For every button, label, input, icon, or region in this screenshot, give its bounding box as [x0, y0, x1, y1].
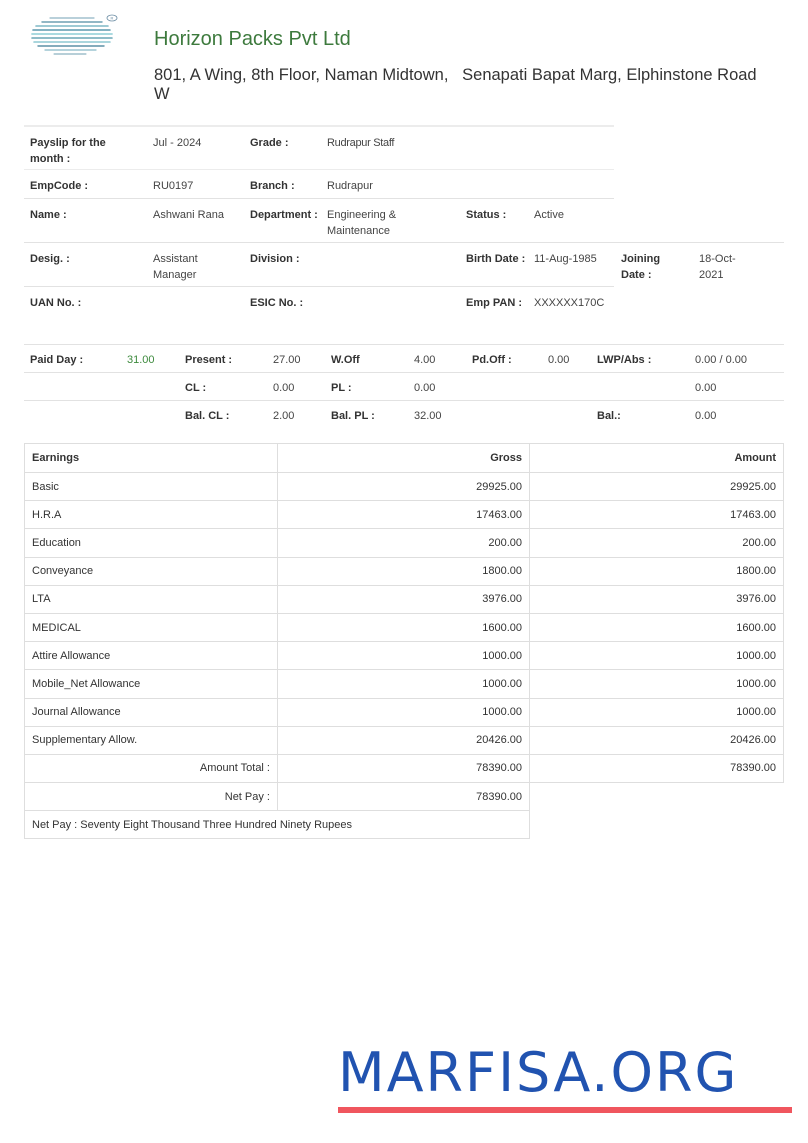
status-value: Active: [534, 209, 564, 221]
earnings-row: [25, 585, 784, 613]
earning-gross: 200.00: [278, 529, 530, 557]
earnings-row: [25, 726, 784, 754]
earning-gross: 1800.00: [278, 557, 530, 585]
grade-value: Rudrapur Staff: [327, 137, 395, 149]
esic-label: ESIC No. :: [250, 297, 304, 309]
department-value: Engineering & Maintenance: [327, 209, 397, 237]
info-row-uan: [24, 286, 614, 330]
net-pay-words-row: [25, 811, 784, 839]
earning-name: LTA: [25, 585, 278, 613]
desig-label: Desig. :: [30, 253, 70, 265]
company-name: Horizon Packs Pvt Ltd: [154, 28, 351, 50]
earning-gross: 3976.00: [278, 585, 530, 613]
watermark-underline: [338, 1107, 792, 1113]
amount-header: Amount: [530, 444, 784, 473]
earning-amount: 1000.00: [530, 698, 784, 726]
earning-gross: 29925.00: [278, 473, 530, 501]
amount-total-amount: 78390.00: [530, 754, 784, 782]
woff-label: W.Off: [331, 354, 360, 366]
pan-label: Emp PAN :: [466, 297, 523, 309]
earning-name: Basic: [25, 473, 278, 501]
earning-gross: 1600.00: [278, 613, 530, 641]
name-value: Ashwani Rana: [153, 209, 224, 221]
earning-name: MEDICAL: [25, 613, 278, 641]
name-label: Name :: [30, 209, 67, 221]
info-row-name: [24, 198, 614, 242]
bal-value: 0.00: [695, 410, 717, 422]
net-pay-label: Net Pay :: [25, 783, 278, 811]
payslip-month-label: Payslip for the month :: [30, 137, 106, 165]
earnings-row: [25, 670, 784, 698]
info-row-empcode: [24, 169, 614, 198]
info-row-payslip: [24, 125, 614, 169]
earnings-row: [25, 529, 784, 557]
earnings-row: [25, 698, 784, 726]
desig-value: Assistant Manager: [153, 253, 198, 281]
earning-name: Supplementary Allow.: [25, 726, 278, 754]
net-pay-words: Net Pay : Seventy Eight Thousand Three Hundred Ninety Rupees: [25, 811, 530, 839]
birth-date-label: Birth Date :: [466, 253, 526, 265]
birth-date-value: 11-Aug-1985: [534, 253, 597, 265]
earning-gross: 17463.00: [278, 501, 530, 529]
lwp-label: LWP/Abs :: [597, 354, 652, 366]
earnings-header: Earnings: [25, 444, 278, 473]
employee-info-section: [24, 125, 784, 330]
earnings-row: [25, 557, 784, 585]
earning-name: H.R.A: [25, 501, 278, 529]
earning-amount: 1600.00: [530, 613, 784, 641]
joining-date-label: Joining Date :: [621, 253, 661, 281]
earning-amount: 1000.00: [530, 642, 784, 670]
present-value: 27.00: [273, 354, 301, 366]
woff-value: 4.00: [414, 354, 436, 366]
attendance-row-2: [24, 372, 784, 400]
earning-gross: 1000.00: [278, 670, 530, 698]
earning-gross: 1000.00: [278, 642, 530, 670]
earning-amount: 20426.00: [530, 726, 784, 754]
earning-amount: 29925.00: [530, 473, 784, 501]
earning-amount: 1800.00: [530, 557, 784, 585]
bal-cl-label: Bal. CL :: [185, 410, 230, 422]
cl-label: CL :: [185, 382, 207, 394]
earnings-section: [24, 443, 784, 839]
earnings-row: [25, 642, 784, 670]
earning-amount: 1000.00: [530, 670, 784, 698]
earnings-header-row: [25, 444, 784, 473]
company-logo-icon: [30, 14, 120, 56]
earnings-row: [25, 613, 784, 641]
svg-text:R: R: [110, 15, 114, 21]
amount-total-label: Amount Total :: [25, 754, 278, 782]
earnings-row: [25, 501, 784, 529]
attendance-section: [24, 344, 784, 428]
earning-amount: 17463.00: [530, 501, 784, 529]
attendance-row-1: [24, 344, 784, 372]
grade-label: Grade :: [250, 137, 289, 149]
earning-name: Attire Allowance: [25, 642, 278, 670]
empty-cell: [530, 811, 784, 839]
department-label: Department :: [250, 209, 318, 221]
branch-label: Branch :: [250, 180, 295, 192]
company-address: 801, A Wing, 8th Floor, Naman Midtown, Senapati Bapat Marg, Elphinstone Road W: [154, 66, 762, 103]
earnings-row: [25, 473, 784, 501]
watermark: [338, 1043, 794, 1113]
empcode-label: EmpCode :: [30, 180, 89, 192]
net-pay-row: [25, 783, 784, 811]
bal-label: Bal.:: [597, 410, 621, 422]
pdoff-label: Pd.Off :: [472, 354, 512, 366]
status-label: Status :: [466, 209, 507, 221]
bal-pl-label: Bal. PL :: [331, 410, 375, 422]
bal-pl-value: 32.00: [414, 410, 442, 422]
earning-gross: 1000.00: [278, 698, 530, 726]
pan-value: XXXXXX170C: [534, 297, 605, 309]
amount-total-gross: 78390.00: [278, 754, 530, 782]
earning-name: Mobile_Net Allowance: [25, 670, 278, 698]
pdoff-value: 0.00: [548, 354, 570, 366]
row2-extra-value: 0.00: [695, 382, 717, 394]
watermark-text: MARFISA.ORG: [338, 1041, 739, 1104]
earning-name: Education: [25, 529, 278, 557]
paid-day-value: 31.00: [127, 354, 155, 366]
branch-value: Rudrapur: [327, 180, 373, 192]
earning-amount: 200.00: [530, 529, 784, 557]
earning-name: Journal Allowance: [25, 698, 278, 726]
paid-day-label: Paid Day :: [30, 354, 84, 366]
joining-date-value: 18-Oct-2021: [699, 253, 736, 281]
bal-cl-value: 2.00: [273, 410, 295, 422]
empcode-value: RU0197: [153, 180, 194, 192]
info-row-desig: [24, 242, 784, 286]
earning-gross: 20426.00: [278, 726, 530, 754]
pl-label: PL :: [331, 382, 352, 394]
net-pay-value: 78390.00: [278, 783, 530, 811]
earning-amount: 3976.00: [530, 585, 784, 613]
empty-cell: [530, 783, 784, 811]
uan-label: UAN No. :: [30, 297, 82, 309]
division-label: Division :: [250, 253, 300, 265]
payslip-month-value: Jul - 2024: [153, 137, 202, 149]
earnings-table: [24, 443, 784, 839]
earning-name: Conveyance: [25, 557, 278, 585]
present-label: Present :: [185, 354, 233, 366]
gross-header: Gross: [278, 444, 530, 473]
amount-total-row: [25, 754, 784, 782]
cl-value: 0.00: [273, 382, 295, 394]
attendance-row-3: [24, 400, 784, 428]
lwp-value: 0.00 / 0.00: [695, 354, 747, 366]
pl-value: 0.00: [414, 382, 436, 394]
